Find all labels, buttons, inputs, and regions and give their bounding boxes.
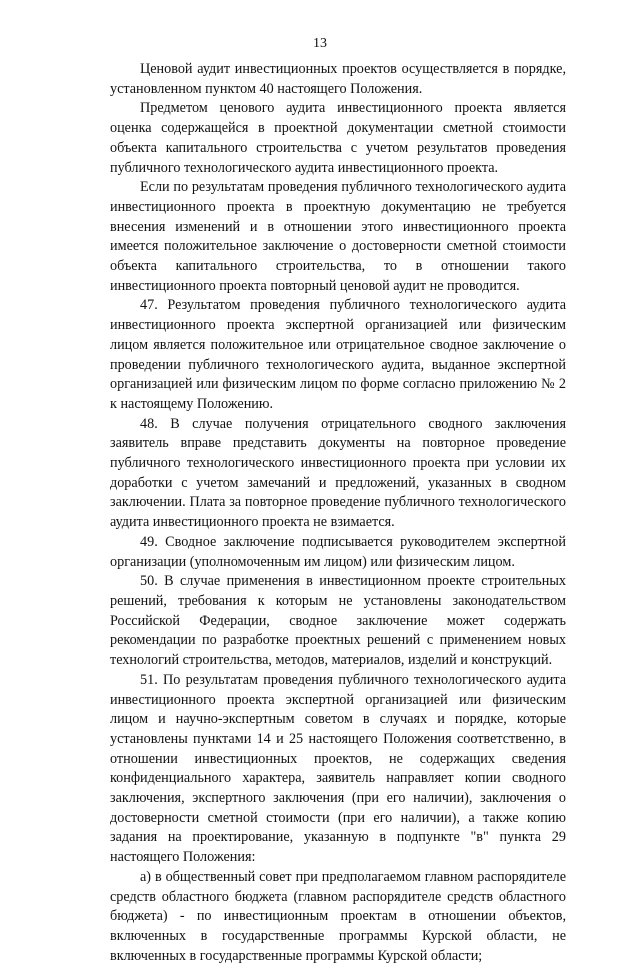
- paragraph-clause-47: 47. Результатом проведения публичного технологического аудита инвестиционного проекта экспертной организацией или физическим лицом является положительное или отрицательное сводное заключение о проведении публичного технологического аудита, выданное экспертной организацией или физическим лицом по форме согласно приложению № 2 к настоящему Положению.: [110, 297, 566, 412]
- document-body: [110, 60, 566, 966]
- paragraph-price-audit-subject: Предметом ценового аудита инвестиционного проекта является оценка содержащейся в проектной документации сметной стоимости объекта капитального строительства с учетом результатов проведения публичного технологического аудита инвестиционного проекта.: [110, 100, 566, 176]
- paragraph-clause-48: 48. В случае получения отрицательного сводного заключения заявитель вправе представить документы на повторное проведение публичного технологического инвестиционного проекта при условии их доработки с учетом замечаний и предложений, указанных в сводном заключении. Плата за повторное проведение публичного технологического аудита инвестиционного проекта не взимается.: [110, 415, 566, 531]
- paragraph-clause-51: 51. По результатам проведения публичного технологического аудита инвестиционного проекта экспертной организацией или физическим лицом и научно-экспертным советом в случаях и порядке, которые установлены пунктами 14 и 25 настоящего Положения соответственно, в отношении инвестиционных проектов, не содержащих сведения конфиденциального характера, заявитель направляет копии сводного заключения, экспертного заключения (при его наличии), заключения о достоверности сметной стоимости (при его наличии), а также копию задания на проектирование, указанную в подпункте "в" пункта 29 настоящего Положения:: [110, 671, 566, 866]
- page-number: 13: [313, 36, 327, 51]
- paragraph-price-audit-procedure: Ценовой аудит инвестиционных проектов осуществляется в порядке, установленном пунктом 40 настоящего Положения.: [110, 61, 566, 97]
- paragraph-no-repeat-audit: Если по результатам проведения публичного технологического аудита инвестиционного проекта в проектную документацию не требуется внесения изменений и в отношении этого инвестиционного проекта имеется положительное заключение о достоверности сметной стоимости объекта капитального строительства, то в отношении такого инвестиционного проекта повторный ценовой аудит не проводится.: [110, 179, 566, 294]
- paragraph-clause-50: 50. В случае применения в инвестиционном проекте строительных решений, требования к которым не установлены законодательством Российской Федерации, сводное заключение может содержать рекомендации по разработке проектных решений с применением новых технологий строительства, методов, материалов, изделий и конструкций.: [110, 573, 566, 669]
- paragraph-clause-49: 49. Сводное заключение подписывается руководителем экспертной организации (уполномоченным им лицом) или физическим лицом.: [110, 533, 566, 570]
- paragraph-subclause-a: а) в общественный совет при предполагаемом главном распорядителе средств областного бюджета (главном распорядителе средств областного бюджета) - по инвестиционным проектам в отношении объектов, включенных в государственные программы Курской области, не включенных в государственные программы Курской области;: [110, 868, 566, 964]
